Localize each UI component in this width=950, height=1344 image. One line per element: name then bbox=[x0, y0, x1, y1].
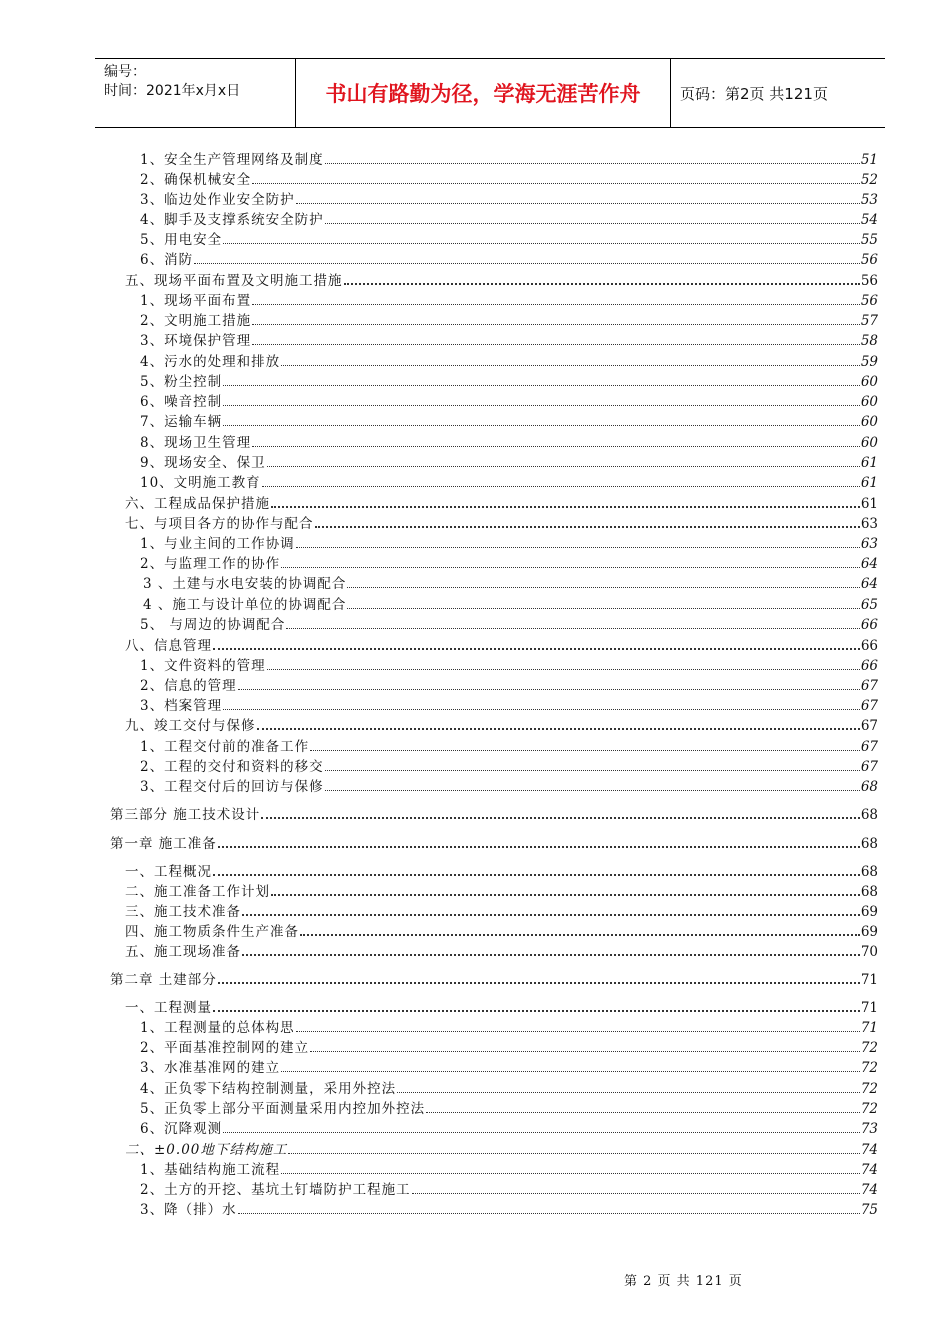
toc-entry-title: 7、运输车辆 bbox=[140, 414, 223, 430]
toc-entry[interactable] bbox=[143, 572, 878, 592]
toc-entry[interactable] bbox=[140, 1178, 878, 1198]
header-meta bbox=[95, 59, 295, 131]
toc-entry-title: 2、与监理工作的协作 bbox=[140, 556, 281, 572]
toc-dot-leader bbox=[315, 518, 860, 528]
toc-entry-title: 二、±0.00地下结构施工 bbox=[125, 1142, 288, 1158]
toc-entry-title: 八、信息管理 bbox=[125, 638, 212, 654]
toc-entry[interactable] bbox=[140, 451, 878, 471]
toc-entry[interactable] bbox=[140, 188, 878, 208]
toc-entry[interactable] bbox=[140, 1158, 878, 1178]
toc-entry-page-number: 67 bbox=[860, 718, 878, 734]
toc-entry-title: 二、施工准备工作计划 bbox=[125, 884, 270, 900]
toc-entry[interactable] bbox=[140, 329, 878, 349]
toc-entry[interactable] bbox=[110, 803, 878, 823]
toc-entry-title: 1、文件资料的管理 bbox=[140, 658, 266, 674]
page-header bbox=[95, 58, 885, 128]
toc-entry[interactable] bbox=[140, 775, 878, 795]
toc-entry-page-number: 67 bbox=[860, 739, 878, 755]
header-page-info: 页码：第2页 共121页 bbox=[680, 84, 828, 103]
toc-entry[interactable] bbox=[140, 1036, 878, 1056]
toc-entry-title: 五、施工现场准备 bbox=[125, 944, 241, 960]
toc-entry-title: 5、粉尘控制 bbox=[140, 374, 223, 390]
page-footer: 第 2 页 共 121 页 bbox=[624, 1274, 743, 1289]
toc-entry-page-number: 74 bbox=[860, 1182, 878, 1198]
toc-dot-leader bbox=[347, 600, 859, 609]
toc-entry[interactable] bbox=[140, 370, 878, 390]
toc-entry[interactable] bbox=[110, 968, 878, 988]
toc-entry-page-number: 53 bbox=[860, 192, 878, 208]
toc-entry-title: 4、正负零下结构控制测量，采用外控法 bbox=[140, 1081, 397, 1097]
toc-entry-page-number: 71 bbox=[860, 1020, 878, 1036]
toc-dot-leader bbox=[223, 397, 860, 406]
toc-entry-page-number: 64 bbox=[860, 576, 878, 592]
toc-entry-title: 一、工程概况 bbox=[125, 864, 212, 880]
toc-entry-page-number: 68 bbox=[860, 884, 878, 900]
toc-entry-page-number: 51 bbox=[860, 152, 878, 168]
toc-entry-page-number: 55 bbox=[860, 232, 878, 248]
toc-dot-leader bbox=[218, 974, 860, 984]
toc-entry-page-number: 60 bbox=[860, 374, 878, 390]
toc-dot-leader bbox=[223, 377, 860, 386]
toc-entry-page-number: 66 bbox=[860, 658, 878, 674]
toc-entry[interactable] bbox=[140, 755, 878, 775]
toc-dot-leader bbox=[271, 886, 860, 896]
toc-entry-page-number: 75 bbox=[860, 1202, 878, 1218]
toc-entry-page-number: 61 bbox=[860, 455, 878, 471]
toc-entry[interactable] bbox=[125, 900, 878, 920]
toc-entry-title: 1、安全生产管理网络及制度 bbox=[140, 152, 324, 168]
toc-entry-page-number: 68 bbox=[860, 864, 878, 880]
toc-entry-title: 三、施工技术准备 bbox=[125, 904, 241, 920]
toc-entry-page-number: 67 bbox=[860, 678, 878, 694]
toc-entry-page-number: 63 bbox=[860, 536, 878, 552]
toc-entry-page-number: 73 bbox=[860, 1121, 878, 1137]
toc-entry[interactable] bbox=[140, 694, 878, 714]
toc-dot-leader bbox=[426, 1104, 860, 1113]
toc-entry[interactable] bbox=[140, 1117, 878, 1137]
toc-dot-leader bbox=[242, 906, 860, 916]
toc-entry-page-number: 56 bbox=[860, 252, 878, 268]
toc-entry-title: 第一章 施工准备 bbox=[110, 836, 217, 852]
toc-entry-title: 3、工程交付后的回访与保修 bbox=[140, 779, 324, 795]
toc-entry-title: 2、确保机械安全 bbox=[140, 172, 252, 188]
toc-dot-leader bbox=[242, 946, 860, 956]
toc-entry-page-number: 61 bbox=[860, 475, 878, 491]
toc-entry[interactable] bbox=[140, 1016, 878, 1036]
toc-entry[interactable] bbox=[140, 552, 878, 572]
toc-entry-title: 3、水准基准网的建立 bbox=[140, 1060, 281, 1076]
document-number-label: 编号： bbox=[104, 64, 146, 80]
toc-entry[interactable] bbox=[110, 832, 878, 852]
toc-entry[interactable] bbox=[125, 512, 878, 532]
toc-entry[interactable] bbox=[140, 208, 878, 228]
toc-entry[interactable] bbox=[140, 654, 878, 674]
toc-dot-leader bbox=[296, 539, 860, 548]
toc-dot-leader bbox=[223, 701, 860, 710]
toc-entry-page-number: 60 bbox=[860, 435, 878, 451]
toc-entry-page-number: 64 bbox=[860, 556, 878, 572]
toc-entry-page-number: 60 bbox=[860, 394, 878, 410]
toc-entry-page-number: 72 bbox=[860, 1040, 878, 1056]
toc-entry-page-number: 52 bbox=[860, 172, 878, 188]
toc-entry[interactable] bbox=[125, 920, 878, 940]
toc-dot-leader bbox=[271, 498, 860, 508]
toc-dot-leader bbox=[281, 559, 860, 568]
toc-entry-title: 4 、施工与设计单位的协调配合 bbox=[143, 597, 347, 613]
toc-entry-title: 六、工程成品保护措施 bbox=[125, 496, 270, 512]
toc-entry-title: 2、平面基准控制网的建立 bbox=[140, 1040, 310, 1056]
toc-entry-title: 第三部分 施工技术设计 bbox=[110, 807, 261, 823]
toc-entry[interactable] bbox=[140, 1077, 878, 1097]
toc-entry-title: 6、沉降观测 bbox=[140, 1121, 223, 1137]
toc-entry[interactable] bbox=[140, 410, 878, 430]
toc-dot-leader bbox=[252, 438, 860, 447]
toc-entry[interactable] bbox=[125, 714, 878, 734]
toc-entry-title: 10、文明施工教育 bbox=[140, 475, 261, 491]
toc-entry-title: 1、工程测量的总体构思 bbox=[140, 1020, 295, 1036]
toc-entry[interactable] bbox=[140, 289, 878, 309]
toc-dot-leader bbox=[252, 316, 860, 325]
toc-dot-leader bbox=[218, 838, 860, 848]
header-motto: 书山有路勤为径，学海无涯苦作舟 bbox=[295, 59, 671, 127]
toc-entry-page-number: 72 bbox=[860, 1081, 878, 1097]
toc-entry-title: 一、工程测量 bbox=[125, 1000, 212, 1016]
toc-dot-leader bbox=[262, 478, 860, 487]
toc-entry-page-number: 68 bbox=[860, 836, 878, 852]
toc-entry-title: 九、竣工交付与保修 bbox=[125, 718, 256, 734]
toc-entry-page-number: 54 bbox=[860, 212, 878, 228]
document-time-label: 时间：2021年x月x日 bbox=[104, 83, 241, 99]
toc-dot-leader bbox=[347, 579, 859, 588]
toc-entry-page-number: 69 bbox=[860, 904, 878, 920]
toc-entry-page-number: 72 bbox=[860, 1101, 878, 1117]
toc-dot-leader bbox=[325, 215, 860, 224]
toc-entry-page-number: 56 bbox=[860, 293, 878, 309]
toc-entry-page-number: 71 bbox=[860, 1000, 878, 1016]
toc-dot-leader bbox=[296, 1023, 860, 1032]
toc-entry[interactable] bbox=[140, 168, 878, 188]
toc-entry-title: 3、档案管理 bbox=[140, 698, 223, 714]
toc-entry[interactable] bbox=[125, 269, 878, 289]
toc-dot-leader bbox=[281, 357, 860, 366]
toc-entry[interactable] bbox=[140, 309, 878, 329]
toc-entry-title: 9、现场安全、保卫 bbox=[140, 455, 266, 471]
toc-dot-leader bbox=[252, 296, 860, 305]
toc-entry-page-number: 67 bbox=[860, 759, 878, 775]
toc-entry[interactable] bbox=[140, 228, 878, 248]
toc-dot-leader bbox=[267, 458, 860, 467]
toc-entry-title: 2、信息的管理 bbox=[140, 678, 237, 694]
toc-dot-leader bbox=[281, 1165, 860, 1174]
toc-dot-leader bbox=[310, 742, 860, 751]
toc-entry-title: 2、土方的开挖、基坑土钉墙防护工程施工 bbox=[140, 1182, 411, 1198]
toc-dot-leader bbox=[281, 1063, 860, 1072]
toc-entry-title: 6、消防 bbox=[140, 252, 194, 268]
toc-entry-page-number: 71 bbox=[860, 972, 878, 988]
toc-entry[interactable] bbox=[125, 634, 878, 654]
toc-entry-title: 5、用电安全 bbox=[140, 232, 223, 248]
toc-dot-leader bbox=[325, 762, 860, 771]
toc-entry[interactable] bbox=[140, 431, 878, 451]
toc-entry[interactable] bbox=[125, 860, 878, 880]
toc-dot-leader bbox=[252, 175, 860, 184]
toc-dot-leader bbox=[300, 926, 860, 936]
toc-dot-leader bbox=[261, 809, 860, 819]
toc-dot-leader bbox=[397, 1084, 860, 1093]
toc-entry-page-number: 58 bbox=[860, 333, 878, 349]
toc-entry-title: 四、施工物质条件生产准备 bbox=[125, 924, 299, 940]
toc-dot-leader bbox=[257, 720, 860, 730]
toc-entry[interactable] bbox=[140, 148, 878, 168]
toc-entry-title: 5、正负零上部分平面测量采用内控加外控法 bbox=[140, 1101, 426, 1117]
toc-dot-leader bbox=[344, 275, 860, 285]
toc-entry-page-number: 66 bbox=[860, 617, 878, 633]
toc-dot-leader bbox=[288, 1145, 859, 1154]
toc-entry[interactable] bbox=[125, 996, 878, 1016]
toc-entry[interactable] bbox=[140, 471, 878, 491]
toc-entry[interactable] bbox=[140, 350, 878, 370]
toc-entry-page-number: 56 bbox=[860, 273, 878, 289]
toc-entry-title: 3 、土建与水电安装的协调配合 bbox=[143, 576, 347, 592]
toc-entry[interactable] bbox=[140, 532, 878, 552]
toc-entry-page-number: 65 bbox=[860, 597, 878, 613]
toc-entry-title: 4、脚手及支撑系统安全防护 bbox=[140, 212, 324, 228]
toc-entry-title: 4、污水的处理和排放 bbox=[140, 354, 281, 370]
toc-entry[interactable] bbox=[140, 1056, 878, 1076]
toc-entry[interactable] bbox=[143, 593, 878, 613]
toc-entry[interactable] bbox=[140, 1097, 878, 1117]
toc-entry[interactable] bbox=[140, 613, 878, 633]
toc-entry[interactable] bbox=[125, 492, 878, 512]
toc-entry-page-number: 69 bbox=[860, 924, 878, 940]
toc-dot-leader bbox=[213, 640, 860, 650]
toc-entry-title: 五、现场平面布置及文明施工措施 bbox=[125, 273, 343, 289]
toc-entry-page-number: 59 bbox=[860, 354, 878, 370]
toc-entry-page-number: 68 bbox=[860, 779, 878, 795]
toc-entry-page-number: 68 bbox=[860, 807, 878, 823]
toc-entry-title: 第二章 土建部分 bbox=[110, 972, 217, 988]
toc-dot-leader bbox=[267, 661, 860, 670]
toc-dot-leader bbox=[296, 195, 860, 204]
toc-entry-page-number: 74 bbox=[860, 1162, 878, 1178]
toc-dot-leader bbox=[252, 336, 860, 345]
toc-entry[interactable] bbox=[125, 940, 878, 960]
toc-dot-leader bbox=[223, 417, 860, 426]
toc-entry-page-number: 70 bbox=[860, 944, 878, 960]
toc-entry-title: 8、现场卫生管理 bbox=[140, 435, 252, 451]
toc-dot-leader bbox=[412, 1185, 860, 1194]
toc-dot-leader bbox=[310, 1043, 860, 1052]
toc-entry-page-number: 67 bbox=[860, 698, 878, 714]
toc-entry-title: 3、临边处作业安全防护 bbox=[140, 192, 295, 208]
toc-dot-leader bbox=[238, 681, 860, 690]
toc-entry[interactable] bbox=[140, 1198, 878, 1218]
toc-entry-title: 1、工程交付前的准备工作 bbox=[140, 739, 310, 755]
toc-dot-leader bbox=[213, 866, 860, 876]
toc-entry-page-number: 72 bbox=[860, 1060, 878, 1076]
toc-entry-page-number: 61 bbox=[860, 496, 878, 512]
toc-dot-leader bbox=[325, 782, 860, 791]
toc-dot-leader bbox=[213, 1002, 860, 1012]
toc-entry[interactable] bbox=[140, 248, 878, 268]
toc-entry[interactable] bbox=[140, 735, 878, 755]
toc-entry-title: 七、与项目各方的协作与配合 bbox=[125, 516, 314, 532]
toc-entry-title: 1、与业主间的工作协调 bbox=[140, 536, 295, 552]
toc-entry-title: 3、环境保护管理 bbox=[140, 333, 252, 349]
toc-entry-page-number: 60 bbox=[860, 414, 878, 430]
toc-dot-leader bbox=[194, 255, 860, 264]
toc-entry-page-number: 63 bbox=[860, 516, 878, 532]
toc-entry[interactable] bbox=[140, 674, 878, 694]
toc-dot-leader bbox=[223, 235, 860, 244]
toc-entry-title: 1、现场平面布置 bbox=[140, 293, 252, 309]
toc-entry-page-number: 66 bbox=[860, 638, 878, 654]
toc-dot-leader bbox=[223, 1124, 860, 1133]
toc-entry-page-number: 74 bbox=[860, 1142, 878, 1158]
toc-entry-title: 2、文明施工措施 bbox=[140, 313, 252, 329]
toc-dot-leader bbox=[286, 620, 859, 629]
toc-dot-leader bbox=[325, 155, 860, 164]
toc-entry-title: 1、基础结构施工流程 bbox=[140, 1162, 281, 1178]
toc-entry-title: 6、噪音控制 bbox=[140, 394, 223, 410]
toc-entry[interactable] bbox=[140, 390, 878, 410]
toc-entry[interactable] bbox=[125, 880, 878, 900]
toc-entry[interactable] bbox=[125, 1138, 878, 1158]
toc-entry-title: 5、 与周边的协调配合 bbox=[140, 617, 286, 633]
toc-dot-leader bbox=[238, 1205, 860, 1214]
toc-entry-title: 2、工程的交付和资料的移交 bbox=[140, 759, 324, 775]
toc-entry-page-number: 57 bbox=[860, 313, 878, 329]
toc-entry-title: 3、降（排）水 bbox=[140, 1202, 237, 1218]
